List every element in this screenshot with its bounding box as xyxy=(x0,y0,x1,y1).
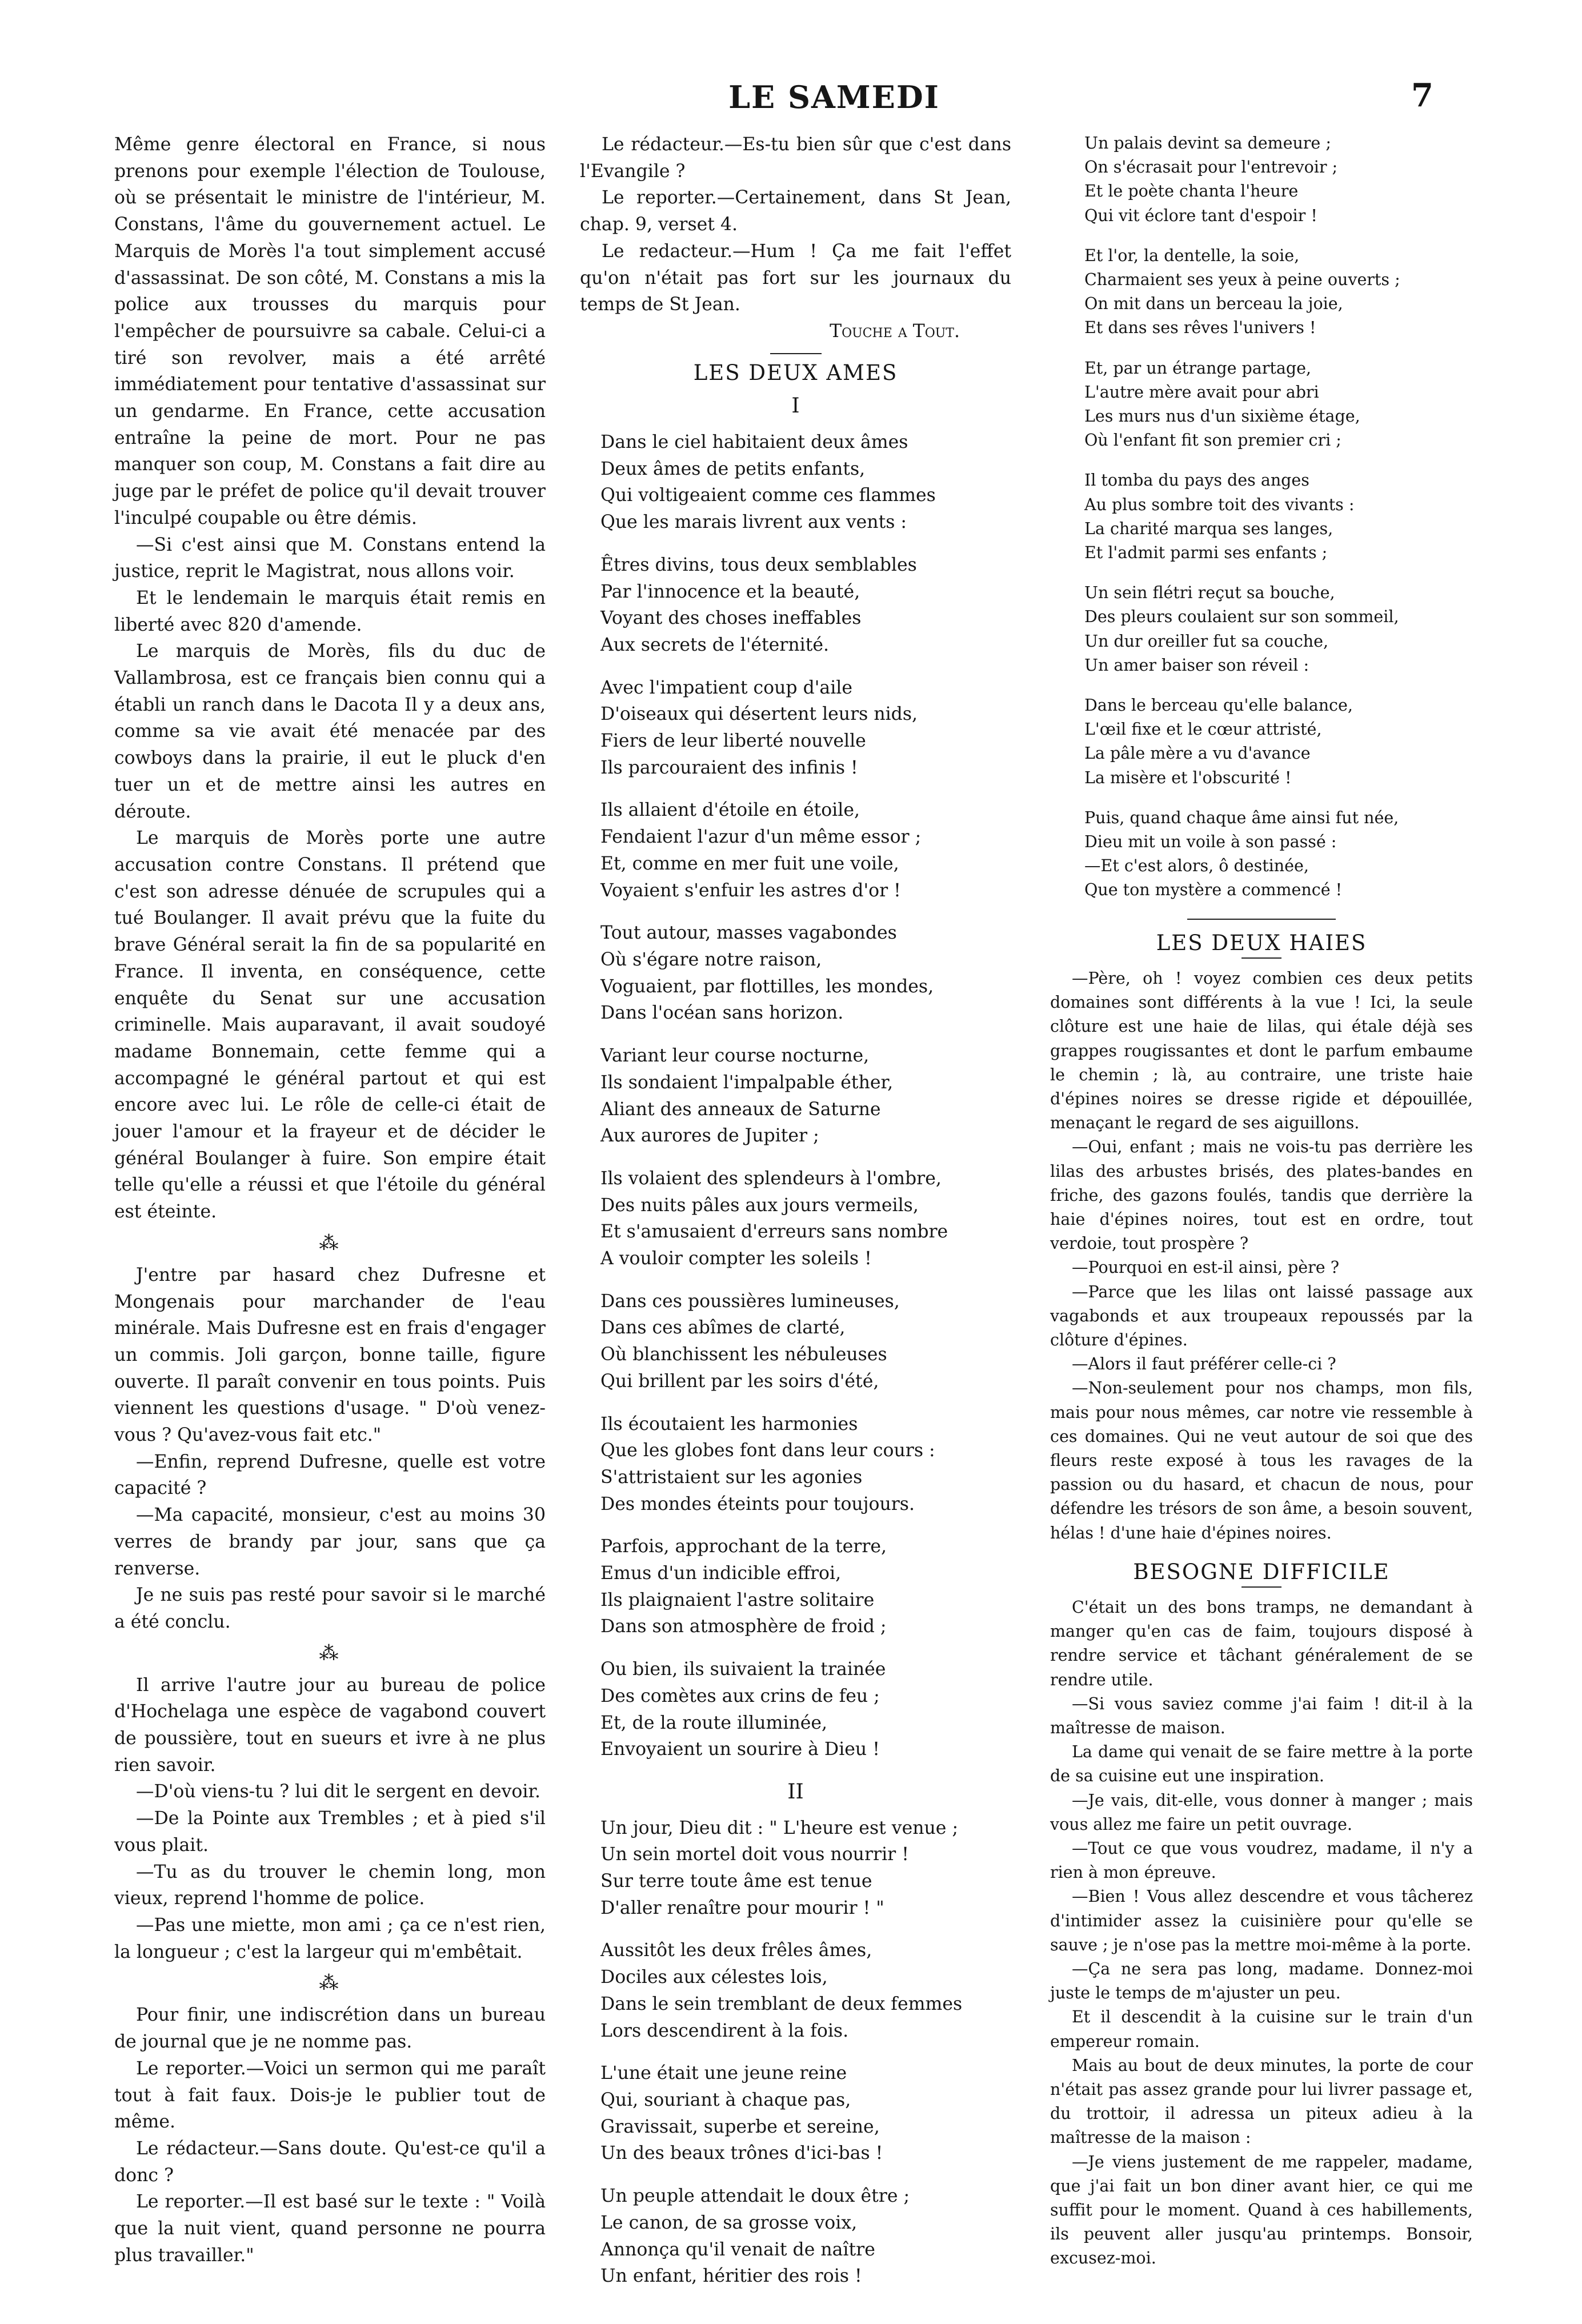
poem-line: S'attristaient sur les agonies xyxy=(600,1466,863,1488)
poem-line: Ils sondaient l'impalpable éther, xyxy=(600,1072,894,1093)
poem-line: On s'écrasait pour l'entrevoir ; xyxy=(1084,158,1338,177)
poem-line: Un sein mortel doit vous nourrir ! xyxy=(600,1844,909,1865)
poem-line: Ou bien, ils suivaient la trainée xyxy=(600,1659,886,1680)
poem-stanza xyxy=(600,1815,1011,1922)
poem-line: Un des beaux trônes d'ici-bas ! xyxy=(600,2143,883,2164)
poem-line: Où l'enfant fit son premier cri ; xyxy=(1084,431,1341,450)
poem-line: Dans ces abîmes de clarté, xyxy=(600,1317,846,1339)
poem-line: L'œil fixe et le cœur attristé, xyxy=(1084,720,1322,739)
poem-line: Un peuple attendait le doux être ; xyxy=(600,2186,910,2207)
poem-stanza xyxy=(1084,694,1473,790)
poem-continuation xyxy=(1050,131,1473,903)
paragraph: —Si vous saviez comme j'ai faim ! dit-il à la maîtresse de maison. xyxy=(1050,1694,1473,1737)
paragraph: —Je viens justement de me rappeler, madame, que j'ai fait un bon diner avant hier, ce qui me suffit pour le moment. Quand à ces habillements, ils peuvent aller jusqu'au printemps. Bonsoir, excusez-moi. xyxy=(1050,2152,1473,2268)
poem-stanza xyxy=(600,1288,1011,1395)
poem-line: Emus d'un indicible effroi, xyxy=(600,1563,842,1584)
paragraph: Le rédacteur.—Es-tu bien sûr que c'est dans l'Evangile ? xyxy=(580,134,1011,182)
asterism-separator: ⁂ xyxy=(319,1231,341,1255)
poem-line: Voyant des choses ineffables xyxy=(600,608,862,629)
poem-line: Aux secrets de l'éternité. xyxy=(600,634,830,655)
poem-line: L'autre mère avait pour abri xyxy=(1084,382,1319,402)
poem-stanza xyxy=(600,797,1011,904)
poem-line: Fendaient l'azur d'un même essor ; xyxy=(600,827,922,848)
poem-line: On mit dans un berceau la joie, xyxy=(1084,294,1343,314)
poem-line: Un palais devint sa demeure ; xyxy=(1084,134,1331,153)
poem-line: Qui, souriant à chaque pas, xyxy=(600,2090,851,2110)
paragraph: Mais au bout de deux minutes, la porte de cour n'était pas assez grande pour lui livrer passage et, du trottoir, il adressa un piteux adieu à la maîtresse de la maison : xyxy=(1050,2055,1473,2147)
poem-line: Lors descendirent à la fois. xyxy=(600,2020,849,2041)
poem-line: La pâle mère a vu d'avance xyxy=(1084,744,1311,763)
poem-line: Qui brillent par les soirs d'été, xyxy=(600,1371,879,1392)
paragraph: —Bien ! Vous allez descendre et vous tâcherez d'intimider assez la cuisinière pour qu'elle se sauve ; je n'ose pas la mettre moi-même à la porte. xyxy=(1050,1887,1473,1954)
poem-line: L'une était une jeune reine xyxy=(600,2063,847,2084)
paragraph: Le marquis de Morès porte une autre accusation contre Constans. Il prétend que c'est son adresse dénuée de scrupules qui a tué Boulanger. Il avait prévu que la fuite du brave Général serait la fin de sa popularité en France. Il inventa, en conséquence, cette enquête du Senat sur une accusation criminelle. Mais auparavant, il avait soudoyé madame Bonnemain, cette femme qui a accompagné le général partout et qui est encore avec lui. Le rôle de celle-ci était de jouer l'amour et la frayeur et de décider le général Boulanger à fuire. Son empire était telle qu'elle a réussi et que l'étoile du général est éteinte. xyxy=(114,828,546,1223)
poem-line: Dans le berceau qu'elle balance, xyxy=(1084,696,1353,715)
poem-line: Que les globes font dans leur cours : xyxy=(600,1440,935,1461)
poem-part-1 xyxy=(580,429,1011,1763)
paragraph: Le redacteur.—Hum ! Ça me fait l'effet qu'on n'était pas fort sur les journaux du temps de St Jean. xyxy=(580,241,1011,315)
poem-line: Avec l'impatient coup d'aile xyxy=(600,677,852,698)
poem-line: Envoyaient un sourire à Dieu ! xyxy=(600,1739,880,1760)
poem-stanza xyxy=(600,1533,1011,1640)
poem-line: Un dur oreiller fut sa couche, xyxy=(1084,631,1329,651)
poem-line: Un enfant, héritier des rois ! xyxy=(600,2266,862,2287)
poem-line: Aliant des anneaux de Saturne xyxy=(600,1099,881,1120)
poem-line: Des pleurs coulaient sur son sommeil, xyxy=(1084,607,1399,627)
paragraph: Pour finir, une indiscrétion dans un bureau de journal que je ne nomme pas. xyxy=(114,2005,546,2053)
poem-stanza xyxy=(600,1937,1011,2044)
poem-line: D'oiseaux qui désertent leurs nids, xyxy=(600,704,918,725)
paragraph: —D'où viens-tu ? lui dit le sergent en devoir. xyxy=(136,1781,541,1802)
poem-line: Les murs nus d'un sixième étage, xyxy=(1084,407,1360,426)
col1-section-4 xyxy=(114,2002,546,2269)
poem-line: Un sein flétri reçut sa bouche, xyxy=(1084,583,1335,603)
column-3 xyxy=(1050,131,1473,2271)
poem-line: Dociles aux célestes lois, xyxy=(600,1967,828,1988)
poem-line: Des mondes éteints pour toujours. xyxy=(600,1493,915,1514)
poem-line: Êtres divins, tous deux semblables xyxy=(600,554,917,575)
poem-line: Voguaient, par flottilles, les mondes, xyxy=(600,976,934,997)
poem-line: Aux aurores de Jupiter ; xyxy=(600,1125,819,1147)
paragraph: —Parce que les lilas ont laissé passage aux vagabonds et aux troupeaux repoussés par la clôture d'épines. xyxy=(1050,1282,1473,1349)
poem-line: Et, comme en mer fuit une voile, xyxy=(600,853,899,874)
poem-line: Charmaient ses yeux à peine ouverts ; xyxy=(1084,270,1400,290)
poem-line: Dans ces poussières lumineuses, xyxy=(600,1291,900,1312)
col1-section-2 xyxy=(114,1262,546,1636)
poem-line: D'aller renaître pour mourir ! " xyxy=(600,1897,884,1918)
poem-line: Et dans ses rêves l'univers ! xyxy=(1084,318,1316,338)
poem-line: Variant leur course nocturne, xyxy=(600,1045,870,1067)
poem-stanza xyxy=(1084,806,1473,903)
poem-stanza xyxy=(600,1043,1011,1149)
paragraph: —Pas une miette, mon ami ; ça ce n'est rien, la longueur ; c'est la largeur qui m'embêtait. xyxy=(114,1915,546,1962)
article-besogne-difficile xyxy=(1050,1596,1473,2271)
poem-line: Des comètes aux crins de feu ; xyxy=(600,1685,880,1706)
title-underline xyxy=(1241,1586,1281,1588)
poem-line: Dans l'océan sans horizon. xyxy=(600,1003,844,1024)
poem-line: Un jour, Dieu dit : " L'heure est venue ; xyxy=(600,1817,959,1838)
separator-rule xyxy=(770,353,822,354)
paragraph: La dame qui venait de se faire mettre à la porte de sa cuisine eut une inspiration. xyxy=(1050,1742,1473,1786)
poem-line: Et l'or, la dentelle, la soie, xyxy=(1084,246,1300,265)
poem-line: Aussitôt les deux frêles âmes, xyxy=(600,1940,872,1961)
asterism-separator: ⁂ xyxy=(319,1972,341,1995)
paragraph: —Je vais, dit-elle, vous donner à manger ; mais vous allez me faire un petit ouvrage. xyxy=(1050,1790,1473,1834)
poem-line: Dieu mit un voile à son passé : xyxy=(1084,832,1337,852)
poem-line: Gravissait, superbe et sereine, xyxy=(600,2116,880,2137)
paragraph: Le reporter.—Voici un sermon qui me paraît tout à fait faux. Dois-je le publier tout de même. xyxy=(114,2058,546,2133)
paragraph: —Pourquoi en est-il ainsi, père ? xyxy=(1072,1258,1339,1277)
poem-stanza xyxy=(1084,356,1473,453)
paragraph: —Enfin, reprend Dufresne, quelle est votre capacité ? xyxy=(114,1451,546,1499)
paragraph: —De la Pointe aux Trembles ; et à pied s'il vous plait. xyxy=(114,1808,546,1856)
poem-line: Annonça qu'il venait de naître xyxy=(600,2239,875,2260)
page-header-title: LE SAMEDI xyxy=(728,79,940,115)
poem-stanza xyxy=(1084,131,1473,228)
col1-section-1 xyxy=(114,131,546,1225)
poem-stanza xyxy=(1084,244,1473,340)
poem-line: Ils volaient des splendeurs à l'ombre, xyxy=(600,1168,942,1189)
poem-line: Où blanchissent les nébuleuses xyxy=(600,1344,887,1365)
signature: Touche a Tout. xyxy=(830,320,960,342)
paragraph: —Ça ne sera pas long, madame. Donnez-moi juste le temps de m'ajuster un peu. xyxy=(1050,1960,1473,2003)
paragraph: Le marquis de Morès, fils du duc de Vallambrosa, est ce français bien connu qui a établi un ranch dans le Dacota Il y a deux ans, comme sa vie avait été menacée par des cowboys dans la prairie, il eut le pluck d'en tuer un et de mettre ainsi les autres en déroute. xyxy=(114,641,546,822)
paragraph: —Oui, enfant ; mais ne vois-tu pas derrière les lilas des arbustes brisés, des plates-bandes en friche, des gazons foulés, tandis que derrière la haie d'épines noires, tout est en ordre, tout verdoie, tout prospère ? xyxy=(1050,1137,1473,1253)
poem-line: Ils parcouraient des infinis ! xyxy=(600,757,858,778)
paragraph: Je ne suis pas resté pour savoir si le marché a été conclu. xyxy=(114,1585,546,1632)
column-1 xyxy=(114,131,546,2269)
poem-line: Des nuits pâles aux jours vermeils, xyxy=(600,1195,919,1216)
poem-line: A vouloir compter les soleils ! xyxy=(600,1248,872,1269)
poem-stanza xyxy=(600,675,1011,782)
page-number: 7 xyxy=(1411,77,1433,114)
poem-line: Qui vit éclore tant d'espoir ! xyxy=(1084,206,1317,225)
poem-line: Et, par un étrange partage, xyxy=(1084,358,1311,378)
paragraph: C'était un des bons tramps, ne demandant à manger qu'en cas de faim, toujours disposé à rendre service et tâchant généralement de se rendre utile. xyxy=(1050,1597,1473,1689)
article-title: LES DEUX HAIES xyxy=(1156,930,1367,955)
poem-title: LES DEUX AMES xyxy=(693,360,898,385)
poem-line: Parfois, approchant de la terre, xyxy=(600,1536,887,1557)
poem-line: Qui voltigeaient comme ces flammes xyxy=(600,485,936,506)
poem-stanza xyxy=(600,552,1011,659)
paragraph: Même genre électoral en France, si nous prenons pour exemple l'élection de Toulouse, où se présentait le ministre de l'intérieur, M. Constans, l'âme du gouvernement actuel. Le Marquis de Morès l'a tout simplement accusé d'assassinat. De son côté, M. Constans a mis la police aux trousses du marquis pour l'empêcher de poursuivre sa cabale. Celui-ci a tiré son revolver, mais a été arrêté immédiatement pour tentative d'assassinat sur un gendarme. En France, cette accusation entraîne la peine de mort. Pour ne pas manquer son coup, M. Constans a fait dire au juge par le préfet de police qu'il devait trouver l'inculpé coupable ou être démis. xyxy=(114,134,546,528)
paragraph: J'entre par hasard chez Dufresne et Mongenais pour marchander de l'eau minérale. Mais Dufresne est en frais d'engager un commis. Joli garçon, bonne taille, figure ouverte. Il paraît convenir en tous points. Puis viennent les questions d'usage. " D'où venez-vous ? Qu'avez-vous fait etc." xyxy=(114,1264,546,1446)
paragraph: —Alors il faut préférer celle-ci ? xyxy=(1072,1355,1336,1374)
poem-line: Un amer baiser son réveil : xyxy=(1084,655,1309,675)
poem-line: Dans son atmosphère de froid ; xyxy=(600,1616,887,1637)
poem-line: Ils plaignaient l'astre solitaire xyxy=(600,1589,875,1610)
poem-line: Ils allaient d'étoile en étoile, xyxy=(600,800,860,821)
poem-stanza xyxy=(1084,581,1473,678)
poem-line: Dans le ciel habitaient deux âmes xyxy=(600,432,908,453)
poem-line: Et, de la route illuminée, xyxy=(600,1712,828,1733)
poem-stanza xyxy=(600,1165,1011,1272)
col2-dialogue xyxy=(580,131,1011,318)
article-title: BESOGNE DIFFICILE xyxy=(1133,1559,1390,1584)
poem-line: Où s'égare notre raison, xyxy=(600,949,822,970)
article-les-deux-haies xyxy=(1050,967,1473,1545)
paragraph: —Si c'est ainsi que M. Constans entend la justice, reprit le Magistrat, nous allons voir. xyxy=(114,534,546,582)
poem-line: La misère et l'obscurité ! xyxy=(1084,768,1292,787)
poem-line: —Et c'est alors, ô destinée, xyxy=(1084,856,1309,876)
poem-line: Ils écoutaient les harmonies xyxy=(600,1413,858,1435)
poem-stanza xyxy=(600,429,1011,536)
poem-line: Deux âmes de petits enfants, xyxy=(600,458,866,479)
poem-line: Par l'innocence et la beauté, xyxy=(600,581,860,602)
paragraph: Il arrive l'autre jour au bureau de police d'Hochelaga une espèce de vagabond couvert de poussière, tout en sueurs et ivre à ne plus rien savoir. xyxy=(114,1674,546,1776)
poem-line: Et le poète chanta l'heure xyxy=(1084,182,1299,201)
poem-line: Il tomba du pays des anges xyxy=(1084,471,1309,490)
title-underline xyxy=(1241,957,1281,959)
poem-line: Puis, quand chaque âme ainsi fut née, xyxy=(1084,808,1399,827)
poem-stanza xyxy=(600,920,1011,1027)
poem-stanza xyxy=(600,1656,1011,1763)
col1-section-3 xyxy=(114,1672,546,1966)
paragraph: —Ma capacité, monsieur, c'est au moins 30 verres de brandy par jour, sans que ça renverse. xyxy=(114,1505,546,1579)
poem-part-number: I xyxy=(791,394,800,418)
poem-part-2 xyxy=(580,1815,1011,2290)
poem-line: Sur terre toute âme est tenue xyxy=(600,1871,872,1892)
poem-stanza xyxy=(600,2183,1011,2290)
poem-line: La charité marqua ses langes, xyxy=(1084,519,1333,538)
poem-line: Et l'admit parmi ses enfants ; xyxy=(1084,543,1328,563)
poem-line: Et s'amusaient d'erreurs sans nombre xyxy=(600,1221,948,1243)
poem-line: Que ton mystère a commencé ! xyxy=(1084,880,1343,900)
poem-stanza xyxy=(600,1411,1011,1518)
poem-line: Dans le sein tremblant de deux femmes xyxy=(600,1993,963,2014)
paragraph: —Tu as du trouver le chemin long, mon vieux, reprend l'homme de police. xyxy=(114,1861,546,1909)
poem-line: Le canon, de sa grosse voix, xyxy=(600,2212,858,2233)
asterism-separator: ⁂ xyxy=(319,1641,341,1665)
paragraph: —Père, oh ! voyez combien ces deux petits domaines sont différents à la vue ! Ici, la seule clôture est une haie de lilas, qui étale déjà ses grappes rougissantes et dont le parfum embaume le chemin ; là, au contraire, une triste haie d'épines noires se dresse rigide et dépouillée, menaçant le regard de ses aiguillons. xyxy=(1050,968,1473,1133)
paragraph: —Tout ce que vous voudrez, madame, il n'y a rien à mon épreuve. xyxy=(1050,1839,1473,1882)
paragraph: —Non-seulement pour nos champs, mon fils, mais pour nous mêmes, car notre vie ressemble à ces domaines. Qui ne veut autour de soi que des fleurs reste exposé à tous les ravages de la passion ou du hasard, et chacun de nous, pour défendre les trésors de son âme, a besoin souvent, hélas ! d'une haie d'épines noires. xyxy=(1050,1379,1473,1542)
poem-stanza xyxy=(600,2060,1011,2167)
paragraph: Le rédacteur.—Sans doute. Qu'est-ce qu'il a donc ? xyxy=(114,2138,546,2186)
poem-part-number: II xyxy=(787,1780,804,1804)
separator-rule xyxy=(1187,919,1336,920)
poem-line: Au plus sombre toit des vivants : xyxy=(1084,495,1355,514)
poem-line: Fiers de leur liberté nouvelle xyxy=(600,731,866,752)
paragraph: Le reporter.—Il est basé sur le texte : " Voilà que la nuit vient, quand personne ne pourra plus travailler." xyxy=(114,2191,546,2266)
paragraph: Et le lendemain le marquis était remis en liberté avec 820 d'amende. xyxy=(114,587,546,635)
paragraph: Et il descendit à la cuisine sur le train d'un empereur romain. xyxy=(1050,2008,1473,2051)
poem-line: Voyaient s'enfuir les astres d'or ! xyxy=(600,880,901,901)
poem-line: Tout autour, masses vagabondes xyxy=(600,923,897,944)
column-2 xyxy=(580,131,1011,2306)
poem-line: Que les marais livrent aux vents : xyxy=(600,512,907,533)
paragraph: Le reporter.—Certainement, dans St Jean, chap. 9, verset 4. xyxy=(580,187,1011,235)
poem-stanza xyxy=(1084,468,1473,565)
